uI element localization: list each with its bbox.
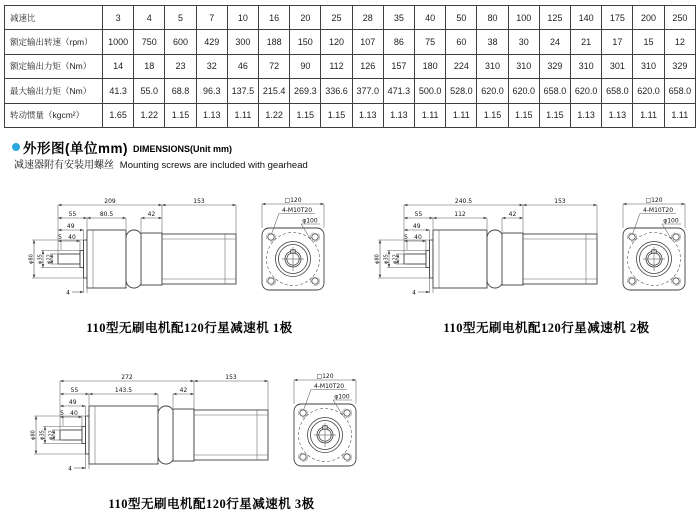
value-cell: 269.3 [290,79,321,103]
value-cell: 188 [259,30,290,54]
spec-table [4,5,696,128]
value-cell: 96.3 [196,79,227,103]
dim-label-motor: 153 [554,198,566,206]
value-cell: 301 [602,54,633,78]
value-cell: 429 [196,30,227,54]
dim-arrow [123,217,126,220]
dim-label-shaft-total: 49 [412,223,421,231]
value-cell: 140 [571,6,602,30]
value-cell: 107 [352,30,383,54]
row-label: 减速比 [5,6,103,30]
value-cell: 250 [664,6,695,30]
dim-arrow [404,204,407,207]
value-cell: 1.13 [602,103,633,127]
spec-table-body [5,6,696,128]
dim-arrow [523,204,526,207]
dim-arrow [265,380,268,383]
dim-arrow [520,217,523,220]
table-row [5,103,696,127]
dim-label-plate: 4 [412,289,416,297]
value-cell: 1.22 [259,103,290,127]
dim-label-square: □120 [316,373,334,381]
dim-label-motor: 153 [193,198,205,206]
dim-arrow [502,217,505,220]
value-cell: 55.0 [134,79,165,103]
dim-arrow [58,204,61,207]
value-cell: 72 [259,54,290,78]
dim-arrow [80,291,83,294]
drawing-1pole-svg [12,192,332,322]
dim-label-step: 5 [404,234,408,242]
value-cell: 620.0 [571,79,602,103]
value-cell: 21 [571,30,602,54]
dim-arrow [682,203,685,206]
value-cell: 200 [633,6,664,30]
shaft-step [426,251,430,268]
value-cell: 310 [633,54,664,78]
value-cell: 224 [446,54,477,78]
dim-label-shaft-dia: φ22 [46,254,53,264]
value-cell: 3 [103,6,134,30]
dim-label-shaft-len: 40 [70,410,78,418]
section-header [12,137,232,157]
dim-label-shaft-dia: φ22 [48,430,55,440]
dim-arrow [404,229,407,232]
section-note [14,156,308,171]
value-cell: 50 [446,6,477,30]
value-cell: 18 [134,54,165,78]
dim-arrow [82,405,85,408]
drawing-1pole [12,192,332,336]
dim-arrow [162,204,165,207]
value-cell: 10 [227,6,258,30]
value-cell: 215.4 [259,79,290,103]
dim-arrow [379,240,382,243]
flange-plate [84,240,88,278]
dim-arrow [262,203,265,206]
dim-arrow [426,229,429,232]
bell-section [126,230,142,288]
output-shaft [404,254,426,264]
output-shaft [58,254,80,264]
value-cell: 471.3 [383,79,414,103]
value-cell: 310 [571,54,602,78]
dim-label-total: 272 [121,374,133,382]
dim-arrow [35,416,38,419]
dim-label-shaft-len: 40 [68,234,76,242]
bell-section [158,406,174,464]
section-title-cn: 外形图(单位mm) [23,141,128,156]
adapter-ring [502,233,523,285]
value-cell: 500.0 [415,79,446,103]
value-cell: 1.15 [321,103,352,127]
dim-label-flange-dia: φ80 [374,254,381,264]
value-cell: 23 [165,54,196,78]
value-cell: 75 [415,30,446,54]
dim-arrow [86,393,89,396]
value-cell: 1.13 [571,103,602,127]
drawing-3pole-caption: 110型无刷电机配120行星减速机 3极 [108,497,315,511]
flange-plate [86,416,90,454]
dim-arrow [430,217,433,220]
dim-label-bolt-circle: φ100 [334,393,350,401]
dim-label-adapter: 42 [147,211,156,219]
value-cell: 1.15 [477,103,508,127]
dim-label-flange-dia: φ80 [28,254,35,264]
value-cell: 120 [321,30,352,54]
bell-section [487,230,503,288]
value-cell: 1.15 [290,103,321,127]
dim-label-plate: 4 [68,465,72,473]
dim-arrow [321,203,324,206]
value-cell: 80 [477,6,508,30]
dim-arrow [159,204,162,207]
value-cell: 137.5 [227,79,258,103]
value-cell: 1.11 [227,103,258,127]
dim-arrow [173,393,176,396]
output-shaft [60,430,82,440]
value-cell: 16 [259,6,290,30]
value-cell: 30 [508,30,539,54]
dim-label-pilot-dia: φ35 [39,430,46,440]
dim-arrow [594,204,597,207]
table-row [5,79,696,103]
dim-arrow [42,251,45,254]
value-cell: 126 [352,54,383,78]
drawing-3pole [14,368,374,512]
dim-arrow [379,275,382,278]
value-cell: 175 [602,6,633,30]
dim-arrow [194,380,197,383]
value-cell: 125 [539,6,570,30]
dim-arrow [353,379,356,382]
value-cell: 1.65 [103,103,134,127]
value-cell: 1.15 [165,103,196,127]
value-cell: 1.22 [134,103,165,127]
dim-label-body: 112 [454,211,466,219]
value-cell: 1.13 [352,103,383,127]
dim-arrow [520,204,523,207]
dim-arrow [58,229,61,232]
dim-label-flange-dia: φ80 [30,430,37,440]
value-cell: 5 [165,6,196,30]
row-label: 转动惯量（kgcm²） [5,103,103,127]
value-cell: 1.11 [446,103,477,127]
value-cell: 300 [227,30,258,54]
shaft-step [82,427,86,444]
dim-label-bolt-circle: φ100 [302,217,318,225]
table-row [5,6,696,30]
dim-label-square: □120 [284,197,302,205]
value-cell: 35 [383,6,414,30]
flange-plate [430,240,434,278]
value-cell: 7 [196,6,227,30]
dim-arrow [426,291,429,294]
dim-arrow [33,240,36,243]
value-cell: 4 [134,6,165,30]
dim-arrow [191,380,194,383]
dim-label-total: 240.5 [454,198,473,206]
value-cell: 750 [134,30,165,54]
dim-label-square: □120 [645,197,663,205]
dim-arrow [87,217,90,220]
dim-arrow [433,217,436,220]
value-cell: 112 [321,54,352,78]
value-cell: 329 [539,54,570,78]
dim-label-bolt-circle: φ100 [663,217,679,225]
value-cell: 1.15 [539,103,570,127]
dim-label-step: 5 [58,234,62,242]
value-cell: 40 [415,6,446,30]
dim-arrow [159,217,162,220]
value-cell: 60 [446,30,477,54]
dim-label-total: 209 [104,198,116,206]
dim-arrow [484,217,487,220]
adapter-ring [173,409,194,461]
value-cell: 100 [508,6,539,30]
value-cell: 658.0 [539,79,570,103]
value-cell: 150 [290,30,321,54]
dim-label-body: 80.5 [99,211,114,219]
gearbox-body [433,230,487,288]
section-bullet-icon [12,143,20,151]
table-row [5,54,696,78]
value-cell: 336.6 [321,79,352,103]
value-cell: 1.11 [664,103,695,127]
value-cell: 28 [352,6,383,30]
dim-label-motor: 153 [225,374,237,382]
value-cell: 90 [290,54,321,78]
dim-arrow [155,393,158,396]
drawing-2pole-svg [358,192,700,322]
dim-arrow [33,275,36,278]
value-cell: 310 [508,54,539,78]
dim-arrow [623,203,626,206]
value-cell: 38 [477,30,508,54]
dim-arrow [89,393,92,396]
dim-label-step: 5 [60,410,64,418]
value-cell: 310 [477,54,508,78]
value-cell: 20 [290,6,321,30]
section-title-en: DIMENSIONS(Unit mm) [133,143,232,154]
value-cell: 41.3 [103,79,134,103]
value-cell: 1.11 [415,103,446,127]
drawing-3pole-svg [14,368,374,498]
dim-label-plate: 4 [66,289,70,297]
value-cell: 528.0 [446,79,477,103]
value-cell: 620.0 [508,79,539,103]
dim-label-shaft-dia: φ22 [392,254,399,264]
dim-arrow [60,393,63,396]
value-cell: 24 [539,30,570,54]
row-label: 最大输出力矩（Nm） [5,79,103,103]
value-cell: 14 [103,54,134,78]
value-cell: 1000 [103,30,134,54]
dim-arrow [60,380,63,383]
dim-label-pilot-dia: φ35 [37,254,44,264]
value-cell: 377.0 [352,79,383,103]
value-cell: 600 [165,30,196,54]
row-label: 额定输出力矩（Nm） [5,54,103,78]
value-cell: 157 [383,54,414,78]
value-cell: 180 [415,54,446,78]
dim-label-adapter: 42 [508,211,517,219]
value-cell: 1.11 [633,103,664,127]
dim-arrow [404,217,407,220]
drawing-1pole-caption: 110型无刷电机配120行星减速机 1极 [86,321,293,335]
drawing-2pole-caption: 110型无刷电机配120行星减速机 2极 [443,321,650,335]
value-cell: 620.0 [633,79,664,103]
dim-arrow [388,251,391,254]
gearbox-body [89,406,158,464]
value-cell: 658.0 [664,79,695,103]
dim-label-shaft-len: 40 [414,234,422,242]
shaft-step [80,251,84,268]
section-note-en: Mounting screws are included with gearhead [119,160,308,171]
dim-arrow [191,393,194,396]
dim-label-front: 55 [68,211,77,219]
dim-arrow [294,379,297,382]
dim-arrow [58,217,61,220]
dim-label-pilot-dia: φ35 [383,254,390,264]
value-cell: 620.0 [477,79,508,103]
value-cell: 329 [664,54,695,78]
dim-arrow [60,405,63,408]
value-cell: 658.0 [602,79,633,103]
table-row [5,30,696,54]
dim-arrow [35,451,38,454]
value-cell: 17 [602,30,633,54]
value-cell: 1.13 [196,103,227,127]
value-cell: 25 [321,6,352,30]
value-cell: 32 [196,54,227,78]
value-cell: 1.15 [508,103,539,127]
value-cell: 68.8 [165,79,196,103]
dim-arrow [80,229,83,232]
dim-label-body: 143.5 [114,387,133,395]
adapter-ring [141,233,162,285]
dim-label-shaft-total: 49 [68,399,77,407]
dim-label-adapter: 42 [179,387,188,395]
dim-label-shaft-total: 49 [66,223,75,231]
value-cell: 46 [227,54,258,78]
dim-arrow [82,467,85,470]
dim-arrow [44,427,47,430]
value-cell: 15 [633,30,664,54]
dim-label-mount-holes: 4-M10T20 [281,207,313,214]
drawing-2pole [358,192,700,336]
value-cell: 86 [383,30,414,54]
dim-label-front: 55 [414,211,423,219]
dim-arrow [233,204,236,207]
dim-label-front: 55 [70,387,79,395]
value-cell: 12 [664,30,695,54]
value-cell: 1.13 [383,103,414,127]
dim-label-mount-holes: 4-M10T20 [313,383,345,390]
row-label: 额定输出转速（rpm） [5,30,103,54]
dim-arrow [84,217,87,220]
dim-arrow [141,217,144,220]
dim-label-mount-holes: 4-M10T20 [642,207,674,214]
section-note-cn: 减速器附有安装用螺丝 [14,160,114,171]
